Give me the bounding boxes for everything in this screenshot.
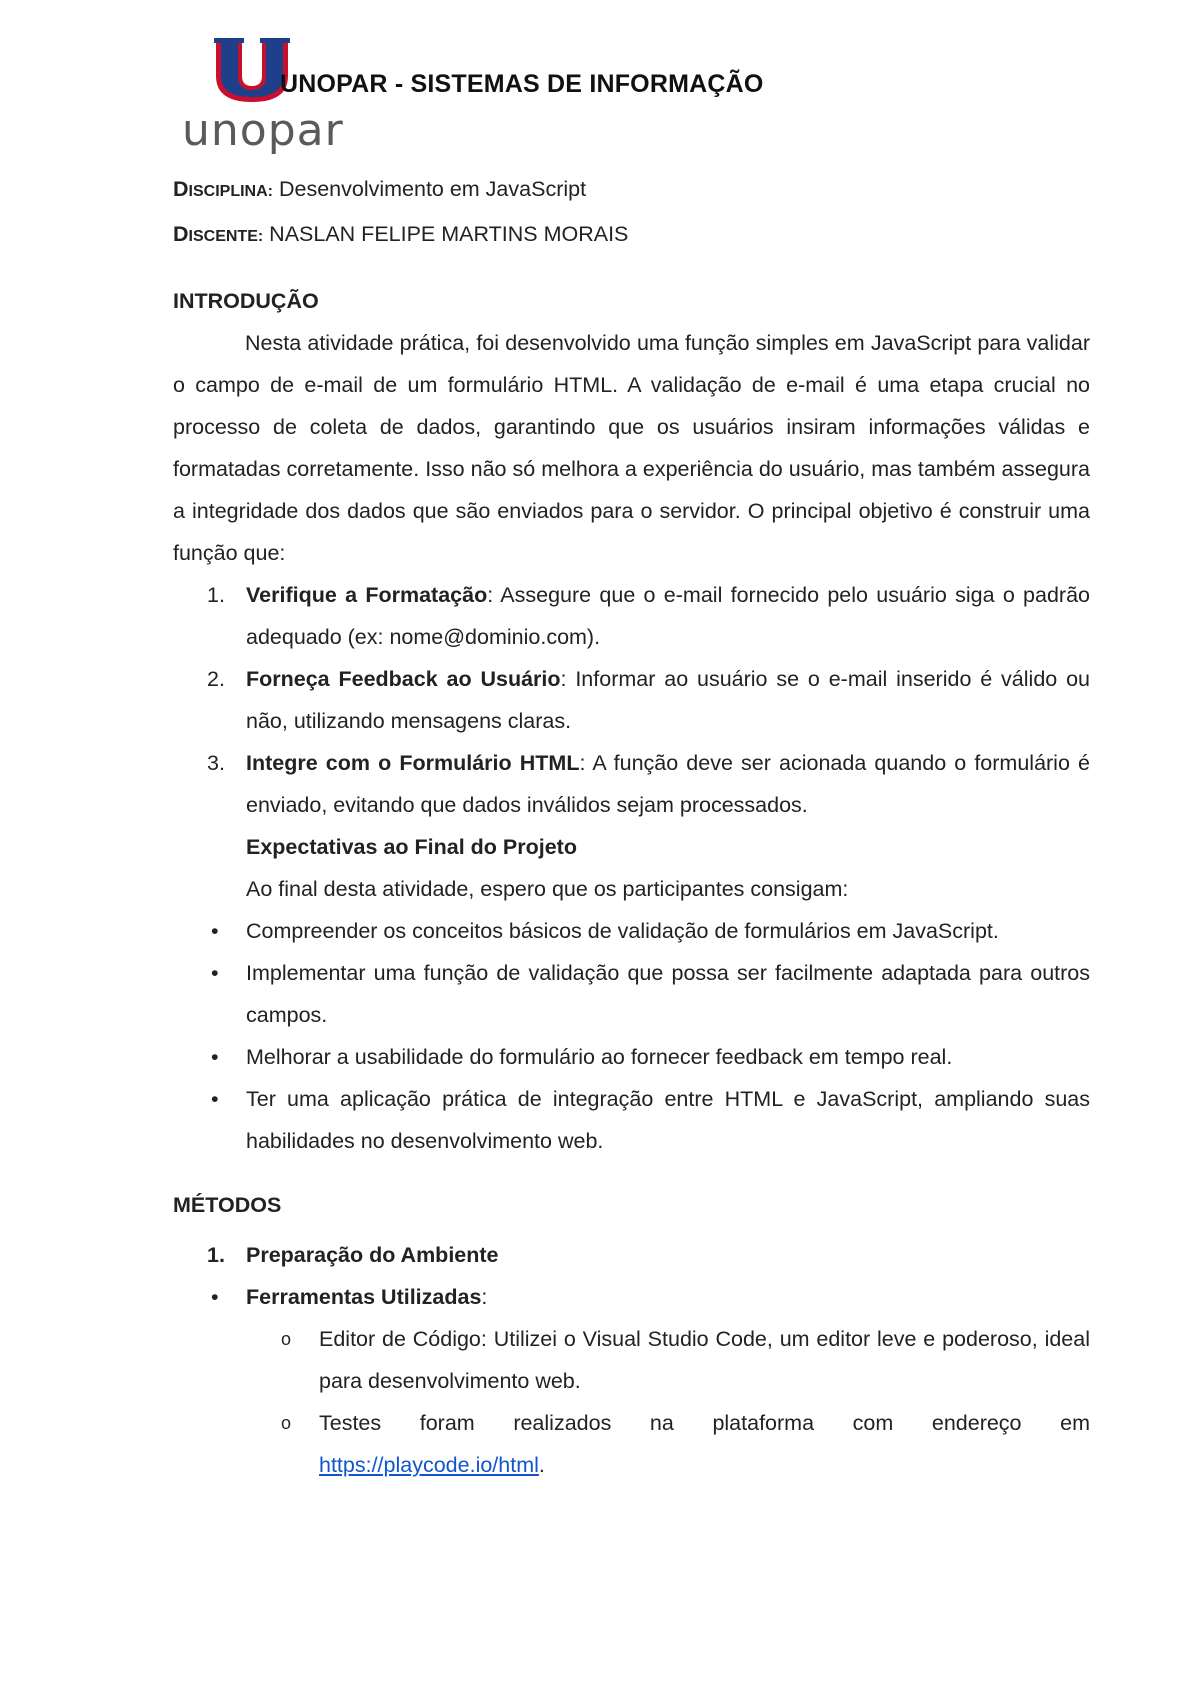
bullet-icon: • bbox=[211, 919, 219, 943]
spacer bbox=[173, 1226, 1090, 1234]
spacer bbox=[173, 1162, 1090, 1184]
playcode-link[interactable]: https://playcode.io/html bbox=[319, 1453, 539, 1477]
list-item: • Melhorar a usabilidade do formulário ao fornecer feedback em tempo real. bbox=[173, 1036, 1090, 1078]
expectations-heading: Expectativas ao Final do Projeto bbox=[246, 835, 577, 859]
tool-item-tests: o Testes foram realizados na plataforma com endereço em https://playcode.io/html. bbox=[173, 1402, 1090, 1486]
header-title: UNOPAR - SISTEMAS DE INFORMAÇÃO bbox=[280, 70, 764, 98]
intro-heading: INTRODUÇÃO bbox=[173, 289, 319, 313]
list-item: 2. Forneça Feedback ao Usuário: Informar ao usuário se o e-mail inserido é válido ou não, utilizando mensagens claras. bbox=[207, 667, 1090, 733]
list-item: • Ter uma aplicação prática de integração entre HTML e JavaScript, ampliando suas habilidades no desenvolvimento web. bbox=[173, 1078, 1090, 1162]
bullet-icon: • bbox=[211, 1045, 219, 1069]
methods-step-1: 1. Preparação do Ambiente bbox=[207, 1243, 499, 1267]
list-item: 1. Verifique a Formatação: Assegure que o e-mail fornecido pelo usuário siga o padrão adequado (ex: nome@dominio.com). bbox=[207, 583, 1091, 649]
disciplina-value: Desenvolvimento em JavaScript bbox=[272, 177, 587, 201]
circle-bullet-icon: o bbox=[281, 1329, 292, 1349]
circle-bullet-icon: o bbox=[281, 1413, 292, 1433]
list-item: • Compreender os conceitos básicos de validação de formulários em JavaScript. bbox=[173, 910, 1090, 952]
document-body bbox=[173, 168, 1090, 1486]
methods-heading: MÉTODOS bbox=[173, 1193, 282, 1217]
list-item: 3. Integre com o Formulário HTML: A função deve ser acionada quando o formulário é enviado, evitando que dados inválidos sejam processados. bbox=[207, 751, 1090, 817]
discente-value: NASLAN FELIPE MARTINS MORAIS bbox=[263, 222, 629, 246]
list-item: • Implementar uma função de validação que possa ser facilmente adaptada para outros campos. bbox=[173, 952, 1090, 1036]
intro-paragraph: Nesta atividade prática, foi desenvolvido uma função simples em JavaScript para validar o campo de e-mail de um formulário HTML. A validação de e-mail é uma etapa crucial no processo de coleta de dados, garantindo que os usuários insiram informações válidas e formatadas corretamente. Isso não só melhora a experiência do usuário, mas também assegura a integridade dos dados que são enviados para o servidor. O principal objetivo é construir uma função que: bbox=[173, 331, 1090, 565]
disciplina-line bbox=[173, 168, 1090, 213]
bullet-icon: • bbox=[211, 961, 219, 985]
tools-item: • Ferramentas Utilizadas: bbox=[173, 1276, 1090, 1318]
discente-line bbox=[173, 213, 1090, 258]
logo-wordmark: unopar bbox=[182, 105, 344, 156]
discente-label: DISCENTE: bbox=[173, 222, 264, 246]
expectations-intro: Ao final desta atividade, espero que os participantes consigam: bbox=[246, 877, 849, 901]
spacer bbox=[173, 258, 1090, 280]
disciplina-label: DISCIPLINA: bbox=[173, 177, 273, 201]
tool-item-editor: o Editor de Código: Utilizei o Visual Studio Code, um editor leve e poderoso, ideal para desenvolvimento web. bbox=[173, 1318, 1090, 1402]
bullet-icon: • bbox=[211, 1285, 219, 1309]
bullet-icon: • bbox=[211, 1087, 219, 1111]
